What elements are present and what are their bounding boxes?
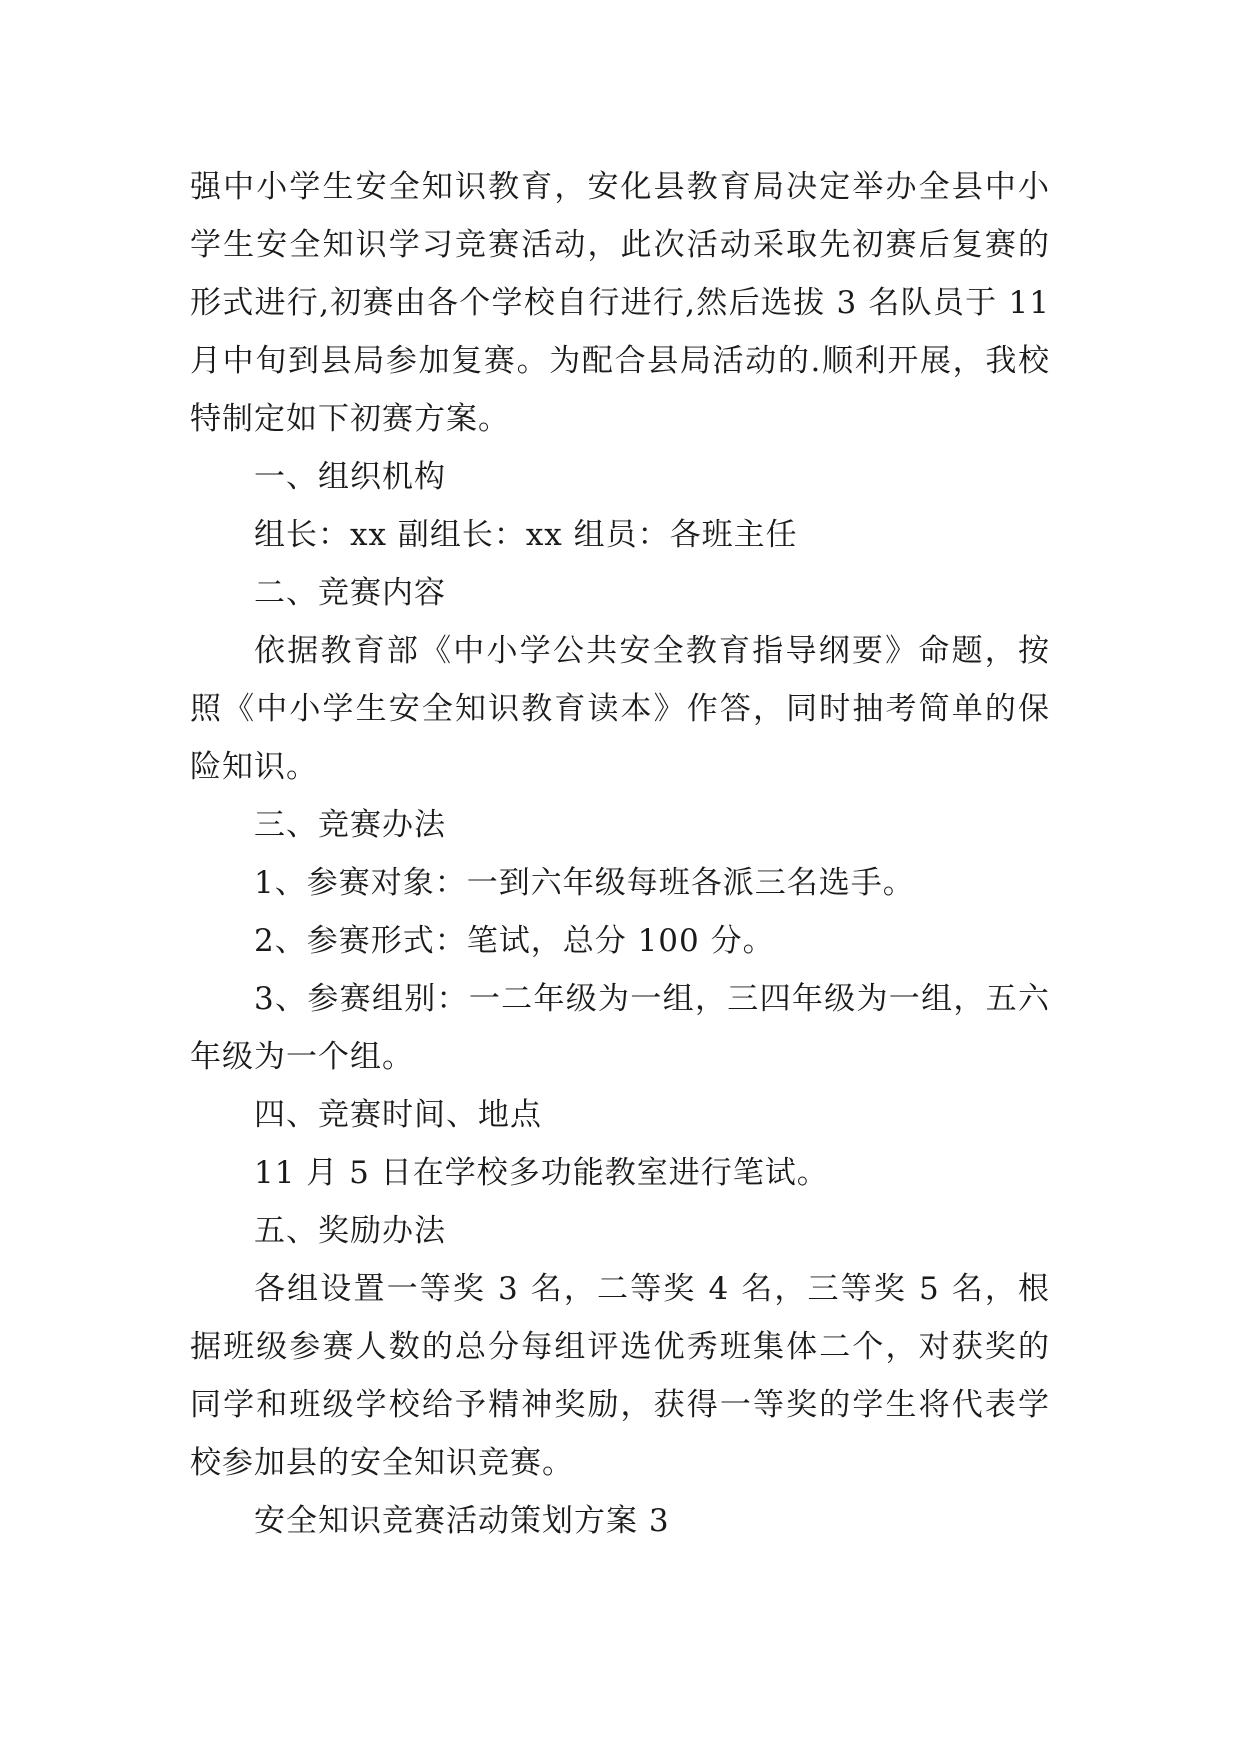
time-place-paragraph: 11 月 5 日在学校多功能教室进行笔试。: [254, 1155, 829, 1191]
intro-paragraph: 强中小学生安全知识教育，安化县教育局决定举办全县中小学生安全知识学习竞赛活动，此次活动采取先初赛后复赛的形式进行,初赛由各个学校自行进行,然后选拔 3 名队员于 11 月中旬到县局参加复赛。为配合县局活动的.顺利开展，我校特制定如下初赛方案。: [190, 169, 1050, 437]
next-plan-title: 安全知识竞赛活动策划方案 3: [254, 1503, 670, 1539]
section-heading-organization: 一、组织机构: [254, 459, 446, 495]
content-paragraph: 依据教育部《中小学公共安全教育指导纲要》命题，按照《中小学生安全知识教育读本》作答，同时抽考简单的保险知识。: [190, 633, 1050, 785]
section-heading-awards: 五、奖励办法: [254, 1213, 446, 1249]
section-heading-time-place: 四、竞赛时间、地点: [254, 1097, 542, 1133]
method-item-participants: 1、参赛对象：一到六年级每班各派三名选手。: [254, 865, 915, 901]
section-heading-content: 二、竞赛内容: [254, 575, 446, 611]
method-item-format: 2、参赛形式：笔试，总分 100 分。: [254, 923, 775, 959]
organization-members: 组长：xx 副组长：xx 组员：各班主任: [254, 517, 798, 553]
document-body: [190, 158, 1050, 1550]
section-heading-method: 三、竞赛办法: [254, 807, 446, 843]
awards-paragraph: 各组设置一等奖 3 名，二等奖 4 名，三等奖 5 名，根据班级参赛人数的总分每组评选优秀班集体二个，对获奖的同学和班级学校给予精神奖励，获得一等奖的学生将代表学校参加县的安全知识竞赛。: [190, 1271, 1050, 1481]
method-item-groups: 3、参赛组别：一二年级为一组，三四年级为一组，五六年级为一个组。: [190, 981, 1050, 1075]
